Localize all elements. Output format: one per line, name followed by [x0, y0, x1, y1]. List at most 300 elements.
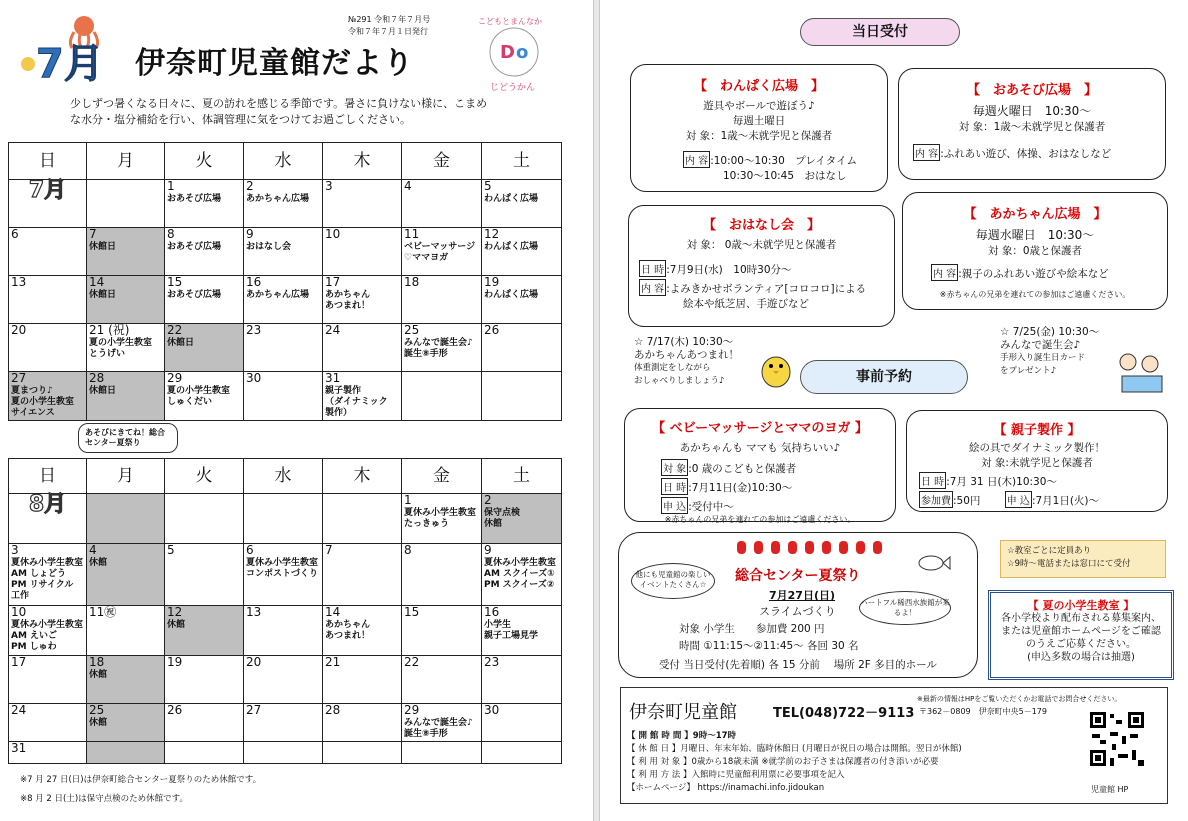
calendar-week: [9, 276, 562, 324]
day-event: 夏休み小学生教室: [484, 558, 557, 568]
calendar-day: [323, 372, 402, 421]
oyako-target: 対 象:未就学児と保護者: [981, 457, 1093, 469]
event-0717-date: ☆ 7/17(木) 10:30～: [634, 336, 734, 348]
info-box: [620, 687, 1168, 804]
info-usage: 【 利 用 方 法 】入館時に児童館利用票に必要事項を記入: [627, 770, 845, 780]
day-number: 18: [89, 655, 105, 669]
event-0725: [1000, 326, 1099, 378]
day-number: 23: [484, 655, 500, 669]
akachan-note: ※赤ちゃんの兄弟を連れての参加はご遠慮ください。: [939, 290, 1131, 299]
calendar-week: [9, 180, 562, 228]
baby-yoga-apply-label: 申 込: [661, 497, 688, 514]
wanpaku-content-label: 内 容: [683, 151, 710, 168]
calendar-day: [482, 276, 562, 324]
calendar-day: [244, 372, 323, 421]
calendar-day: [87, 228, 165, 276]
calendar-day: [323, 606, 402, 656]
info-name: 伊奈町児童館: [629, 702, 737, 723]
calendar-day: [87, 276, 165, 324]
oyako-fee-label: 参加費: [919, 491, 953, 508]
day-event: 製作）: [325, 408, 353, 418]
day-number: 17: [325, 275, 341, 289]
school-box: [988, 590, 1174, 680]
calendar-day: [244, 180, 323, 228]
day-number: 5: [167, 543, 175, 557]
festival-box: [618, 532, 978, 678]
day-number: 30: [246, 371, 262, 385]
day-event: 休館日: [167, 338, 195, 348]
calendar-day: [323, 180, 402, 228]
day-event: 夏まつり♪: [11, 386, 53, 396]
akachan-title: 【 あかちゃん広場 】: [963, 207, 1107, 222]
calendar-week: [9, 494, 562, 544]
calendar-week: [9, 704, 562, 742]
day-event: あつまれ！: [325, 301, 371, 311]
day-number: 21 (祝): [89, 323, 130, 337]
day-number: 2: [246, 179, 254, 193]
calendar-day: [402, 656, 482, 704]
day-event: みんなで誕生会♪: [404, 718, 473, 728]
qr-label: 児童館 HP: [1091, 785, 1129, 794]
kids-illustration: [1114, 350, 1166, 396]
day-event: しゅくだい: [167, 397, 213, 407]
event-0717-desc2: おしゃべりしましょう♪: [634, 376, 725, 386]
school-line2: または児童館ホームページをご確認: [1001, 626, 1161, 637]
calendar-day: [9, 494, 87, 544]
festival-bubble: [78, 423, 178, 453]
festival-subtitle: スライムづくり: [759, 605, 836, 618]
day-event: PM スクイーズ②: [484, 580, 555, 590]
akachan-content-label: 内 容: [931, 264, 958, 281]
ohanashi-box: [628, 205, 895, 327]
day-number: 18: [404, 275, 420, 289]
calendar-day: [482, 494, 562, 544]
note-july: ※7 月 27 日(日)は伊奈町総合センター夏祭りのため休館です。: [20, 775, 262, 785]
weekday-4: 木: [323, 459, 402, 494]
calendar-day: [87, 544, 165, 606]
calendar-day: [244, 494, 323, 544]
calendar-day: [244, 228, 323, 276]
day-event: あかちゃん: [325, 290, 371, 300]
day-number: 8: [167, 227, 175, 241]
day-number: 15: [167, 275, 183, 289]
memo-box: [1000, 540, 1166, 578]
event-0725-desc2: をプレゼント♪: [1000, 366, 1057, 376]
fish-icon: [917, 553, 951, 573]
calendar-day: [482, 544, 562, 606]
festival-reception: 受付 当日受付(先着順) 各 15 分前 場所 2F 多目的ホール: [659, 659, 937, 671]
calendar-day: [323, 276, 402, 324]
day-event: 休館日: [89, 242, 117, 252]
svg-text:D: D: [500, 42, 515, 63]
calendar-day: [402, 324, 482, 372]
akachan-content: :親子のふれあい遊びや絵本など: [958, 268, 1109, 280]
day-number: 29: [167, 371, 183, 385]
day-number: 11㊗: [89, 605, 117, 619]
festival-bubble-left: [631, 563, 715, 599]
ohanashi-date-label: 日 時: [639, 260, 666, 277]
info-closed: 【 休 館 日 】月曜日、年末年始、臨時休館日 (月曜日が祝日の場合は開館。翌日が休館): [627, 744, 962, 754]
festival-bubble-right-text: ハートフル稀西水族館が来るよ！: [860, 598, 950, 617]
ohanashi-date: :7月9日(水) 10時30分～: [666, 264, 792, 276]
day-event: サイエンス: [11, 408, 55, 418]
day-number: 9: [484, 543, 492, 557]
calendar-day: [165, 180, 244, 228]
day-number: 28: [89, 371, 105, 385]
festival-bubble-text: あそびにきてね！総合センター夏祭り: [85, 428, 165, 447]
calendar-day: [165, 606, 244, 656]
calendar-day: [165, 544, 244, 606]
day-event: 休館: [484, 519, 503, 529]
day-event: 工作: [11, 591, 30, 601]
calendar-day: [323, 742, 402, 764]
day-number: 21: [325, 655, 341, 669]
day-number: 4: [89, 543, 97, 557]
calendar-day: [402, 372, 482, 421]
day-event: コンポストづくり: [246, 569, 319, 579]
calendar-day: [402, 180, 482, 228]
day-event: たっきゅう: [404, 519, 450, 529]
calendar-day: [9, 228, 87, 276]
baby-yoga-note: ※赤ちゃんの兄弟を連れての参加はご遠慮ください。: [664, 515, 856, 524]
weekday-3: 水: [244, 143, 323, 180]
day-number: 25: [404, 323, 420, 337]
day-event: ベビーマッサージ: [404, 242, 476, 252]
day-event: おあそび広場: [167, 242, 222, 252]
festival-title: 総合センター夏祭り: [735, 568, 861, 584]
calendar-day: [87, 742, 165, 764]
calendar-day: [402, 704, 482, 742]
day-event: 夏休み小学生教室: [11, 558, 84, 568]
day-number: 22: [167, 323, 183, 337]
calendar-week: [9, 372, 562, 421]
day-event: あかちゃん広場: [246, 290, 310, 300]
calendar-day: [244, 656, 323, 704]
left-page: [0, 0, 593, 821]
day-number: 9: [246, 227, 254, 241]
day-event: 夏休み小学生教室: [404, 508, 477, 518]
day-event: 親子製作: [325, 386, 362, 396]
day-event: みんなで誕生会♪: [404, 338, 473, 348]
weekday-3: 水: [244, 459, 323, 494]
day-number: 23: [246, 323, 262, 337]
day-number: 19: [167, 655, 183, 669]
day-number: 7: [325, 543, 333, 557]
day-number: 13: [246, 605, 262, 619]
weekday-4: 木: [323, 143, 402, 180]
festival-bubble-left-text: 他にも児童館の楽しいイベントたくさん☆: [635, 570, 711, 589]
lanterns: [719, 541, 899, 557]
calendar-day: [482, 180, 562, 228]
july-calendar: [8, 142, 562, 421]
calendar-day: [482, 742, 562, 764]
oyako-box: [906, 410, 1168, 512]
day-event: あかちゃん: [325, 620, 371, 630]
note-august: ※8 月 2 日(土)は保守点検のため休館です。: [20, 794, 188, 804]
day-event: AM スクイーズ①: [484, 569, 555, 579]
day-number: 16: [484, 605, 500, 619]
calendar-day: [482, 606, 562, 656]
day-event: わんぱく広場: [484, 194, 539, 204]
logo-text-bottom: じどうかん: [490, 83, 536, 93]
info-top-note: ※最新の情報はHPをご覧いただくかお電話でお問合せください。: [917, 695, 1122, 703]
info-homepage[interactable]: 【ホームページ】 https://inamachi.info.jidoukan: [627, 783, 825, 793]
oasobi-content-label: 内 容: [913, 144, 940, 161]
weekday-5: 金: [402, 459, 482, 494]
baby-yoga-date: :7月11日(金)10:30～: [688, 482, 793, 494]
calendar-day: [165, 228, 244, 276]
day-number: 16: [246, 275, 262, 289]
day-event: 休館日: [89, 290, 117, 300]
day-number: 27: [246, 703, 262, 717]
calendar-day: [9, 742, 87, 764]
day-number: 26: [167, 703, 183, 717]
baby-yoga-box: [624, 408, 896, 522]
day-event: 夏の小学生教室: [89, 338, 153, 348]
day-event: わんぱく広場: [484, 242, 539, 252]
day-number: 30: [484, 703, 500, 717]
calendar-day: [402, 494, 482, 544]
day-number: 14: [325, 605, 341, 619]
day-number: 10: [11, 605, 27, 619]
oyako-date-label: 日 時: [919, 472, 946, 489]
weekday-6: 土: [482, 143, 562, 180]
oyako-date: :7月 31 日(木)10:30～: [946, 476, 1057, 488]
calendar-day: [165, 324, 244, 372]
festival-time: 時間 ①11:15～②11:45～ 各回 30 名: [679, 640, 859, 652]
day-number: 31: [11, 741, 27, 755]
weekday-6: 土: [482, 459, 562, 494]
akachan-target: 対 象：0歳と保護者: [987, 245, 1083, 257]
day-event: あかちゃん広場: [246, 194, 310, 204]
day-number: 17: [11, 655, 27, 669]
day-event: （ダイナミック: [325, 397, 388, 407]
oasobi-line1: 毎週火曜日 10:30～: [972, 104, 1092, 118]
akachan-box: [902, 192, 1168, 310]
calendar-day: [165, 656, 244, 704]
calendar-day: [482, 228, 562, 276]
day-number: 31: [325, 371, 341, 385]
calendar-day: [87, 180, 165, 228]
weekday-2: 火: [165, 143, 244, 180]
day-event: 親子工場見学: [484, 631, 539, 641]
day-event: 休館: [89, 558, 108, 568]
baby-yoga-line1: あかちゃんも ママも 気持ちいい♪: [679, 442, 841, 454]
day-number: 14: [89, 275, 105, 289]
day-number: 15: [404, 605, 420, 619]
calendar-day: [482, 704, 562, 742]
ohanashi-content1: :よみきかせボランティア[コロコロ]による: [666, 283, 867, 295]
calendar-day: [323, 544, 402, 606]
day-event: AM えいご: [11, 631, 58, 641]
calendar-day: [9, 324, 87, 372]
page-title: 伊奈町児童館だより: [135, 46, 414, 81]
calendar-week: [9, 656, 562, 704]
day-number: 3: [11, 543, 19, 557]
calendar-day: [87, 656, 165, 704]
oyako-fee: :50円: [953, 495, 981, 507]
weekday-1: 月: [87, 143, 165, 180]
calendar-day: [244, 324, 323, 372]
day-event: 夏休み小学生教室: [246, 558, 319, 568]
weekday-5: 金: [402, 143, 482, 180]
baby-yoga-title: 【 ベビーマッサージとママのヨガ 】: [652, 421, 868, 436]
wanpaku-line1: 遊具やボールで遊ぼう♪: [703, 100, 815, 112]
day-event: 夏の小学生教室: [11, 397, 75, 407]
calendar-day: [87, 704, 165, 742]
calendar-day: [9, 180, 87, 228]
day-number: 3: [325, 179, 333, 193]
day-event: 休館: [89, 670, 108, 680]
day-event: 誕生⑧手形: [404, 729, 448, 739]
day-event: ♡ママヨガ: [404, 253, 449, 263]
day-number: 6: [11, 227, 19, 241]
logo-text-top: こどもとまんなか: [478, 17, 542, 26]
memo-line1: ☆教室ごとに定員あり: [1007, 546, 1092, 556]
day-number: 2: [484, 493, 492, 507]
logo: [470, 12, 564, 96]
oasobi-target: 対 象：1歳～未就学児と保護者: [958, 121, 1106, 133]
month-stamp: 7月: [28, 178, 67, 203]
day-event: AM しょどう: [11, 569, 67, 579]
wanpaku-content2: 10:30～10:45 おはなし: [723, 170, 847, 182]
calendar-day: [323, 656, 402, 704]
calendar-day: [402, 742, 482, 764]
month-label: 7月: [36, 41, 104, 87]
calendar-day: [244, 544, 323, 606]
day-event: PM リサイクル: [11, 580, 74, 590]
day-number: 13: [11, 275, 27, 289]
calendar-day: [165, 276, 244, 324]
intro-text: 少しずつ暑くなる日々に、夏の訪れを感じる季節です。暑さに負けない様に、こまめな水分・塩分補給を行い、体調管理に気をつけてお過ごしください。: [70, 97, 488, 126]
calendar-day: [482, 656, 562, 704]
weekday-0: 日: [9, 143, 87, 180]
day-event: とうげい: [89, 349, 126, 359]
wanpaku-line2: 毎週土曜日: [732, 115, 786, 127]
day-event: 誕生⑧手形: [404, 349, 448, 359]
baby-yoga-apply: :受付中～: [688, 501, 734, 513]
month-badge: [14, 14, 114, 87]
baby-yoga-target-label: 対 象: [661, 459, 688, 476]
day-event: PM しゅわ: [11, 642, 57, 652]
calendar-day: [244, 704, 323, 742]
issue-date: 令和７年７月１日発行: [348, 27, 428, 36]
ohanashi-title: 【 おはなし会 】: [702, 218, 820, 233]
day-number: 10: [325, 227, 341, 241]
month-stamp: 8月: [28, 492, 67, 517]
calendar-day: [402, 228, 482, 276]
day-event: 夏の小学生教室: [167, 386, 231, 396]
baby-yoga-target: :0 歳のこどもと保護者: [688, 463, 797, 475]
calendar-day: [482, 324, 562, 372]
day-number: 5: [484, 179, 492, 193]
day-event: 小学生: [484, 620, 512, 630]
issue-number: №291 令和７年７月号: [348, 15, 431, 24]
info-tel: TEL(048)722－9113: [773, 706, 915, 721]
akachan-line1: 毎週水曜日 10:30～: [975, 228, 1095, 242]
oasobi-content: :ふれあい遊び、体操、おはなしなど: [940, 148, 1112, 160]
weekday-0: 日: [9, 459, 87, 494]
day-number: 22: [404, 655, 420, 669]
event-0725-title: みんなで誕生会♪: [1000, 339, 1081, 351]
day-event: あつまれ！: [325, 631, 371, 641]
oasobi-title: 【 おあそび広場 】: [966, 83, 1097, 98]
august-calendar: [8, 458, 562, 764]
calendar-day: [87, 606, 165, 656]
calendar-day: [87, 494, 165, 544]
oasobi-box: [898, 68, 1166, 180]
calendar-day: [402, 544, 482, 606]
info-eligibility: 【 利 用 対 象 】0歳から18歳未満 ※就学前のお子さまは保護者の付き添いが必要: [627, 757, 939, 767]
page-divider: [593, 0, 600, 821]
day-event: おはなし会: [246, 242, 292, 252]
calendar-day: [165, 372, 244, 421]
calendar-day: [9, 656, 87, 704]
event-0717-desc1: 体重測定をしながら: [634, 363, 711, 373]
issue-info: [348, 14, 430, 38]
wanpaku-box: [630, 64, 888, 192]
chick-illustration: [756, 346, 796, 390]
wanpaku-target: 対 象：1歳～未就学児と保護者: [685, 130, 833, 142]
wanpaku-content1: :10:00～10:30 プレイタイム: [710, 155, 858, 167]
calendar-day: [9, 606, 87, 656]
calendar-day: [323, 324, 402, 372]
same-day-heading: 当日受付: [800, 18, 960, 46]
day-number: 26: [484, 323, 500, 337]
school-line3: のうえご応募ください。: [1026, 639, 1136, 650]
calendar-day: [323, 704, 402, 742]
day-number: 24: [325, 323, 341, 337]
calendar-day: [87, 372, 165, 421]
info-address: 〒362－0809 伊奈町中央5－179: [919, 707, 1047, 716]
calendar-day: [9, 276, 87, 324]
day-number: 4: [404, 179, 412, 193]
calendar-day: [402, 606, 482, 656]
calendar-week: [9, 544, 562, 606]
day-event: 休館日: [89, 386, 117, 396]
calendar-day: [165, 704, 244, 742]
day-event: 夏休み小学生教室: [11, 620, 84, 630]
ohanashi-content2: 絵本や紙芝居、手遊びなど: [683, 298, 809, 310]
calendar-day: [165, 742, 244, 764]
day-event: おあそび広場: [167, 290, 222, 300]
reserve-heading: 事前予約: [800, 360, 968, 394]
baby-yoga-date-label: 日 時: [661, 478, 688, 495]
day-number: 20: [246, 655, 262, 669]
day-number: 6: [246, 543, 254, 557]
event-0717: [634, 336, 739, 388]
ohanashi-content-label: 内 容: [639, 279, 666, 296]
day-number: 28: [325, 703, 341, 717]
day-event: 保守点検: [484, 508, 521, 518]
memo-line2: ☆9時～電話または窓口にて受付: [1007, 559, 1131, 569]
calendar-day: [244, 606, 323, 656]
calendar-day: [323, 494, 402, 544]
calendar-day: [9, 544, 87, 606]
day-number: 1: [404, 493, 412, 507]
weekday-2: 火: [165, 459, 244, 494]
day-number: 12: [167, 605, 183, 619]
day-number: 24: [11, 703, 27, 717]
day-event: 休館: [89, 718, 108, 728]
day-number: 8: [404, 543, 412, 557]
qr-code-icon[interactable]: [1088, 710, 1146, 768]
calendar-day: [402, 276, 482, 324]
day-number: 27: [11, 371, 27, 385]
event-0725-date: ☆ 7/25(金) 10:30～: [1000, 326, 1100, 338]
day-number: 1: [167, 179, 175, 193]
calendar-week: [9, 324, 562, 372]
